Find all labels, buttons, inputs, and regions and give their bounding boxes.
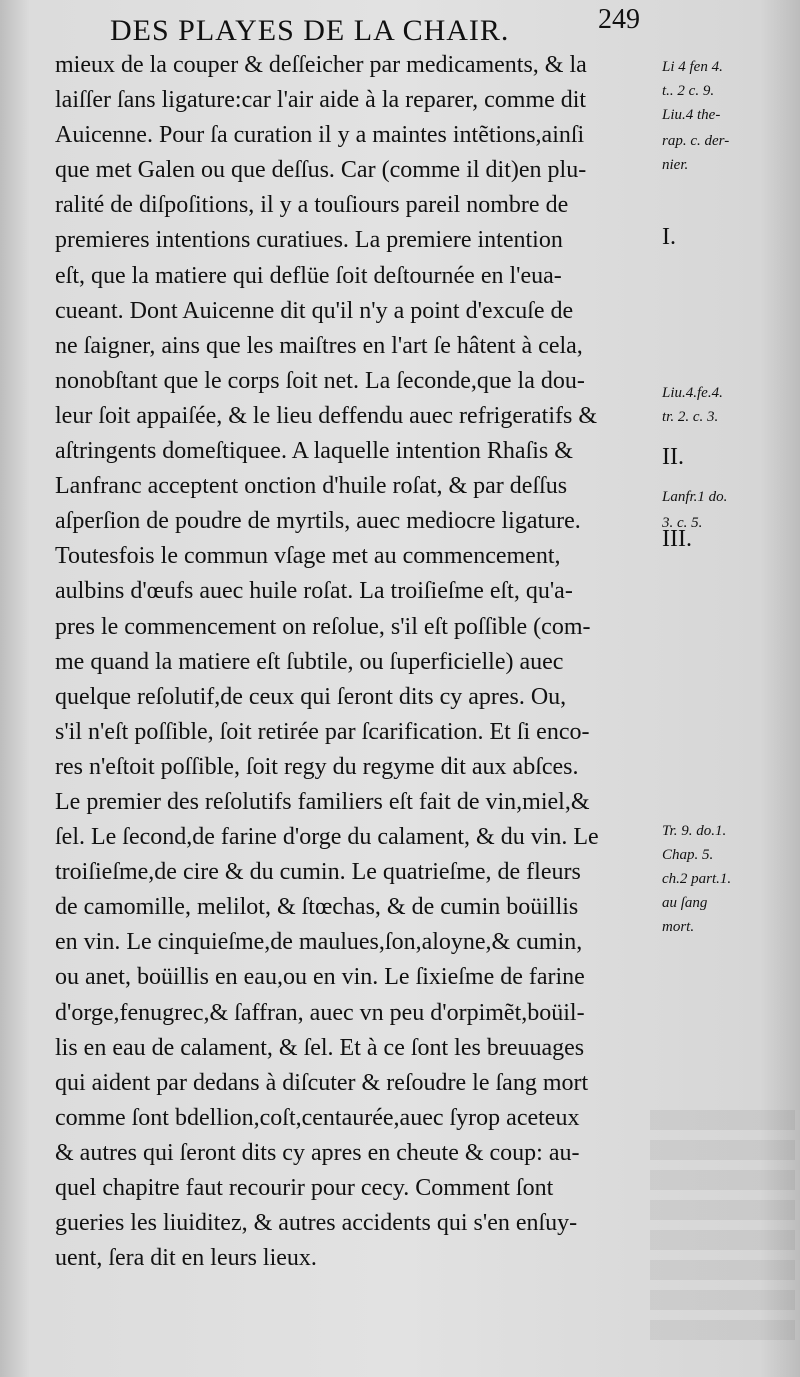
running-header: [110, 0, 670, 48]
text-line: leur ſoit appaiſée, & le lieu deffendu auec refrigeratifs &: [55, 402, 597, 429]
text-line: de camomille, melilot, & ſtœchas, & de cumin boüillis: [55, 894, 579, 921]
text-line: d'orge,fenugrec,& ſaffran, auec vn peu d'orpimẽt,boüil-: [55, 999, 585, 1026]
margin-note: rap. c. der-: [662, 133, 730, 149]
show-through-text: [650, 1110, 795, 1340]
text-line: quel chapitre faut recourir pour cecy. Comment ſont: [55, 1175, 554, 1201]
margin-note: t.. 2 c. 9.: [662, 83, 715, 99]
margin-note: 3. c. 5.: [662, 515, 703, 531]
text-line: lis en eau de calament, & ſel. Et à ce ſont les breuuages: [55, 1034, 585, 1061]
text-line: aſperſion de poudre de myrtils, auec mediocre ligature.: [55, 508, 581, 535]
margin-note: Li 4 fen 4.: [662, 59, 723, 75]
text-line: uent, ſera dit en leurs lieux.: [55, 1245, 317, 1272]
margin-note: Chap. 5.: [662, 847, 714, 863]
text-line: mieux de la couper & deſſeicher par medicaments, & la: [55, 52, 587, 78]
margin-note: mort.: [662, 919, 695, 935]
text-line: qui aident par dedans à diſcuter & reſoudre le ſang mort: [55, 1069, 589, 1096]
text-line: res n'eſtoit poſſible, ſoit regy du regyme dit aux abſces.: [55, 753, 579, 780]
text-line: & autres qui ſeront dits cy apres en cheute & coup: au-: [55, 1139, 580, 1166]
text-line: me quand la matiere eſt ſubtile, ou ſuperficielle) auec: [55, 648, 564, 675]
margin-note: Liu.4.fe.4.: [662, 385, 723, 401]
text-line: ſel. Le ſecond,de farine d'orge du calament, & du vin. Le: [55, 824, 599, 851]
text-line: nonobſtant que le corps ſoit net. La ſeconde,que la dou-: [55, 367, 585, 394]
text-line: gueries les liuiditez, & autres accidents qui s'en enſuy-: [55, 1210, 578, 1237]
text-line: ralité de diſpoſitions, il y a touſiours pareil nombre de: [55, 192, 569, 219]
text-line: Auicenne. Pour ſa curation il y a maintes intẽtions,ainſi: [55, 122, 585, 149]
text-line: aulbins d'œufs auec huile roſat. La troiſieſme eſt, qu'a-: [55, 578, 573, 605]
margin-note: Tr. 9. do.1.: [662, 823, 727, 839]
text-line: que met Galen ou que deſſus. Car (comme il dit)en plu-: [55, 157, 587, 184]
text-line: cueant. Dont Auicenne dit qu'il n'y a point d'excuſe de: [55, 297, 574, 324]
text-line: en vin. Le cinquieſme,de maulues,ſon,aloyne,& cumin,: [55, 929, 583, 956]
page-number: 249: [598, 4, 640, 35]
margin-numeral: I.: [662, 224, 676, 250]
margin-note: ch.2 part.1.: [662, 871, 732, 887]
margin-note: Liu.4 the-: [662, 107, 721, 123]
text-line: quelque reſolutif,de ceux qui ſeront dits cy apres. Ou,: [55, 683, 567, 710]
margin-note: au ſang: [662, 895, 708, 911]
text-line: pres le commencement on reſolue, s'il eſt poſſible (com-: [55, 613, 591, 640]
body-text: [55, 48, 665, 1276]
text-line: premieres intentions curatiues. La premiere intention: [55, 227, 563, 254]
text-line: comme ſont bdellion,coſt,centaurée,auec ſyrop aceteux: [55, 1104, 580, 1131]
text-line: troiſieſme,de cire & du cumin. Le quatrieſme, de fleurs: [55, 859, 581, 886]
margin-note: Lanfr.1 do.: [662, 489, 728, 505]
margin-numeral: II.: [662, 444, 684, 470]
text-line: ne ſaigner, ains que les maiſtres en l'art ſe hâtent à cela,: [55, 332, 583, 359]
text-line: Lanfranc acceptent onction d'huile roſat, & par deſſus: [55, 473, 568, 500]
text-line: aſtringents domeſtiquee. A laquelle intention Rhaſis &: [55, 438, 573, 465]
header-title: DES PLAYES DE LA CHAIR.: [110, 14, 510, 47]
margin-note: tr. 2. c. 3.: [662, 409, 719, 425]
text-line: eſt, que la matiere qui deflüe ſoit deſtournée en l'eua-: [55, 262, 562, 289]
margin-note: nier.: [662, 157, 689, 173]
text-line: Le premier des reſolutifs familiers eſt fait de vin,miel,&: [55, 788, 590, 815]
margin-numeral: III.: [662, 526, 692, 552]
text-line: laiſſer ſans ligature:car l'air aide à la reparer, comme dit: [55, 87, 587, 114]
text-line: ou anet, boüillis en eau,ou en vin. Le ſixieſme de farine: [55, 964, 585, 991]
text-line: s'il n'eſt poſſible, ſoit retirée par ſcarification. Et ſi enco-: [55, 718, 590, 745]
text-line: Toutesfois le commun vſage met au commencement,: [55, 543, 561, 570]
